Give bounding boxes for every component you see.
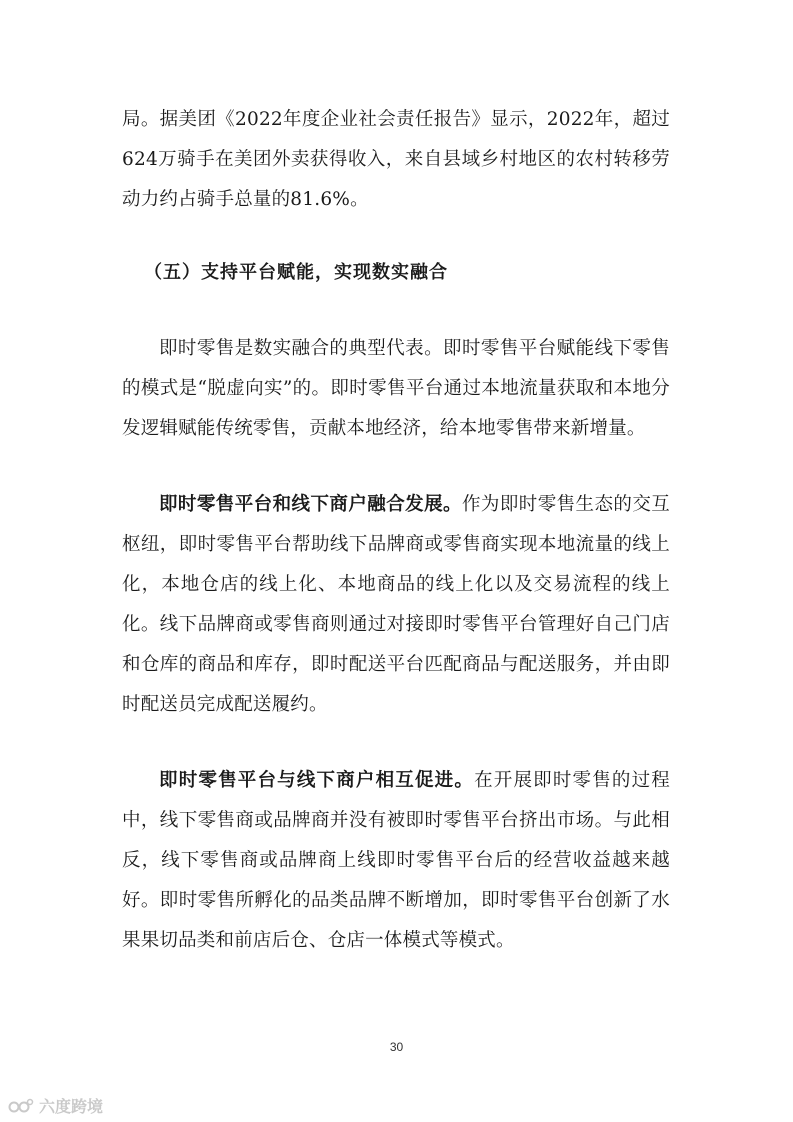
paragraph-instant-retail: 即时零售是数实融合的典型代表。即时零售平台赋能线下零售的模式是“脱虚向实”的。即时零售平台通过本地流量获取和本地分发逻辑赋能传统零售，贡献本地经济，给本地零售带来新增量。 [122, 338, 670, 439]
paragraph-integration-body: 作为即时零售生态的交互枢纽，即时零售平台帮助线下品牌商或零售商实现本地流量的线上化，本地仓店的线上化、本地商品的线上化以及交易流程的线上化。线下品牌商或零售商则通过对接即时零售平台管理好自己门店和仓库的商品和库存，即时配送平台匹配商品与配送服务，并由即时配送员完成配送履约。 [122, 494, 670, 715]
section-heading: （五）支持平台赋能，实现数实融合 [144, 262, 448, 283]
paragraph-mutual-promotion-lead: 即时零售平台与线下商户相互促进。 [159, 770, 475, 791]
paragraph-integration [122, 485, 670, 725]
watermark-logo-icon [8, 1098, 34, 1114]
paragraph-mutual-promotion-body: 在开展即时零售的过程中，线下零售商或品牌商并没有被即时零售平台挤出市场。与此相反，线下零售商或品牌商上线即时零售平台后的经营收益越来越好。即时零售所孵化的品类品牌不断增加，即时零售平台创新了水果果切品类和前店后仓、仓店一体模式等模式。 [122, 770, 670, 951]
document-body [122, 100, 670, 961]
paragraph-mutual-promotion [122, 761, 670, 961]
page-number: 30 [389, 1040, 404, 1054]
watermark-text: 六度跨境 [39, 1097, 104, 1116]
watermark [8, 1094, 103, 1117]
paragraph-integration-lead: 即时零售平台和线下商户融合发展。 [159, 494, 462, 515]
intro-paragraph: 局。据美团《2022年度企业社会责任报告》显示，2022年，超过624万骑手在美团外卖获得收入，来自县域乡村地区的农村转移劳动力约占骑手总量的81.6%。 [122, 109, 670, 210]
